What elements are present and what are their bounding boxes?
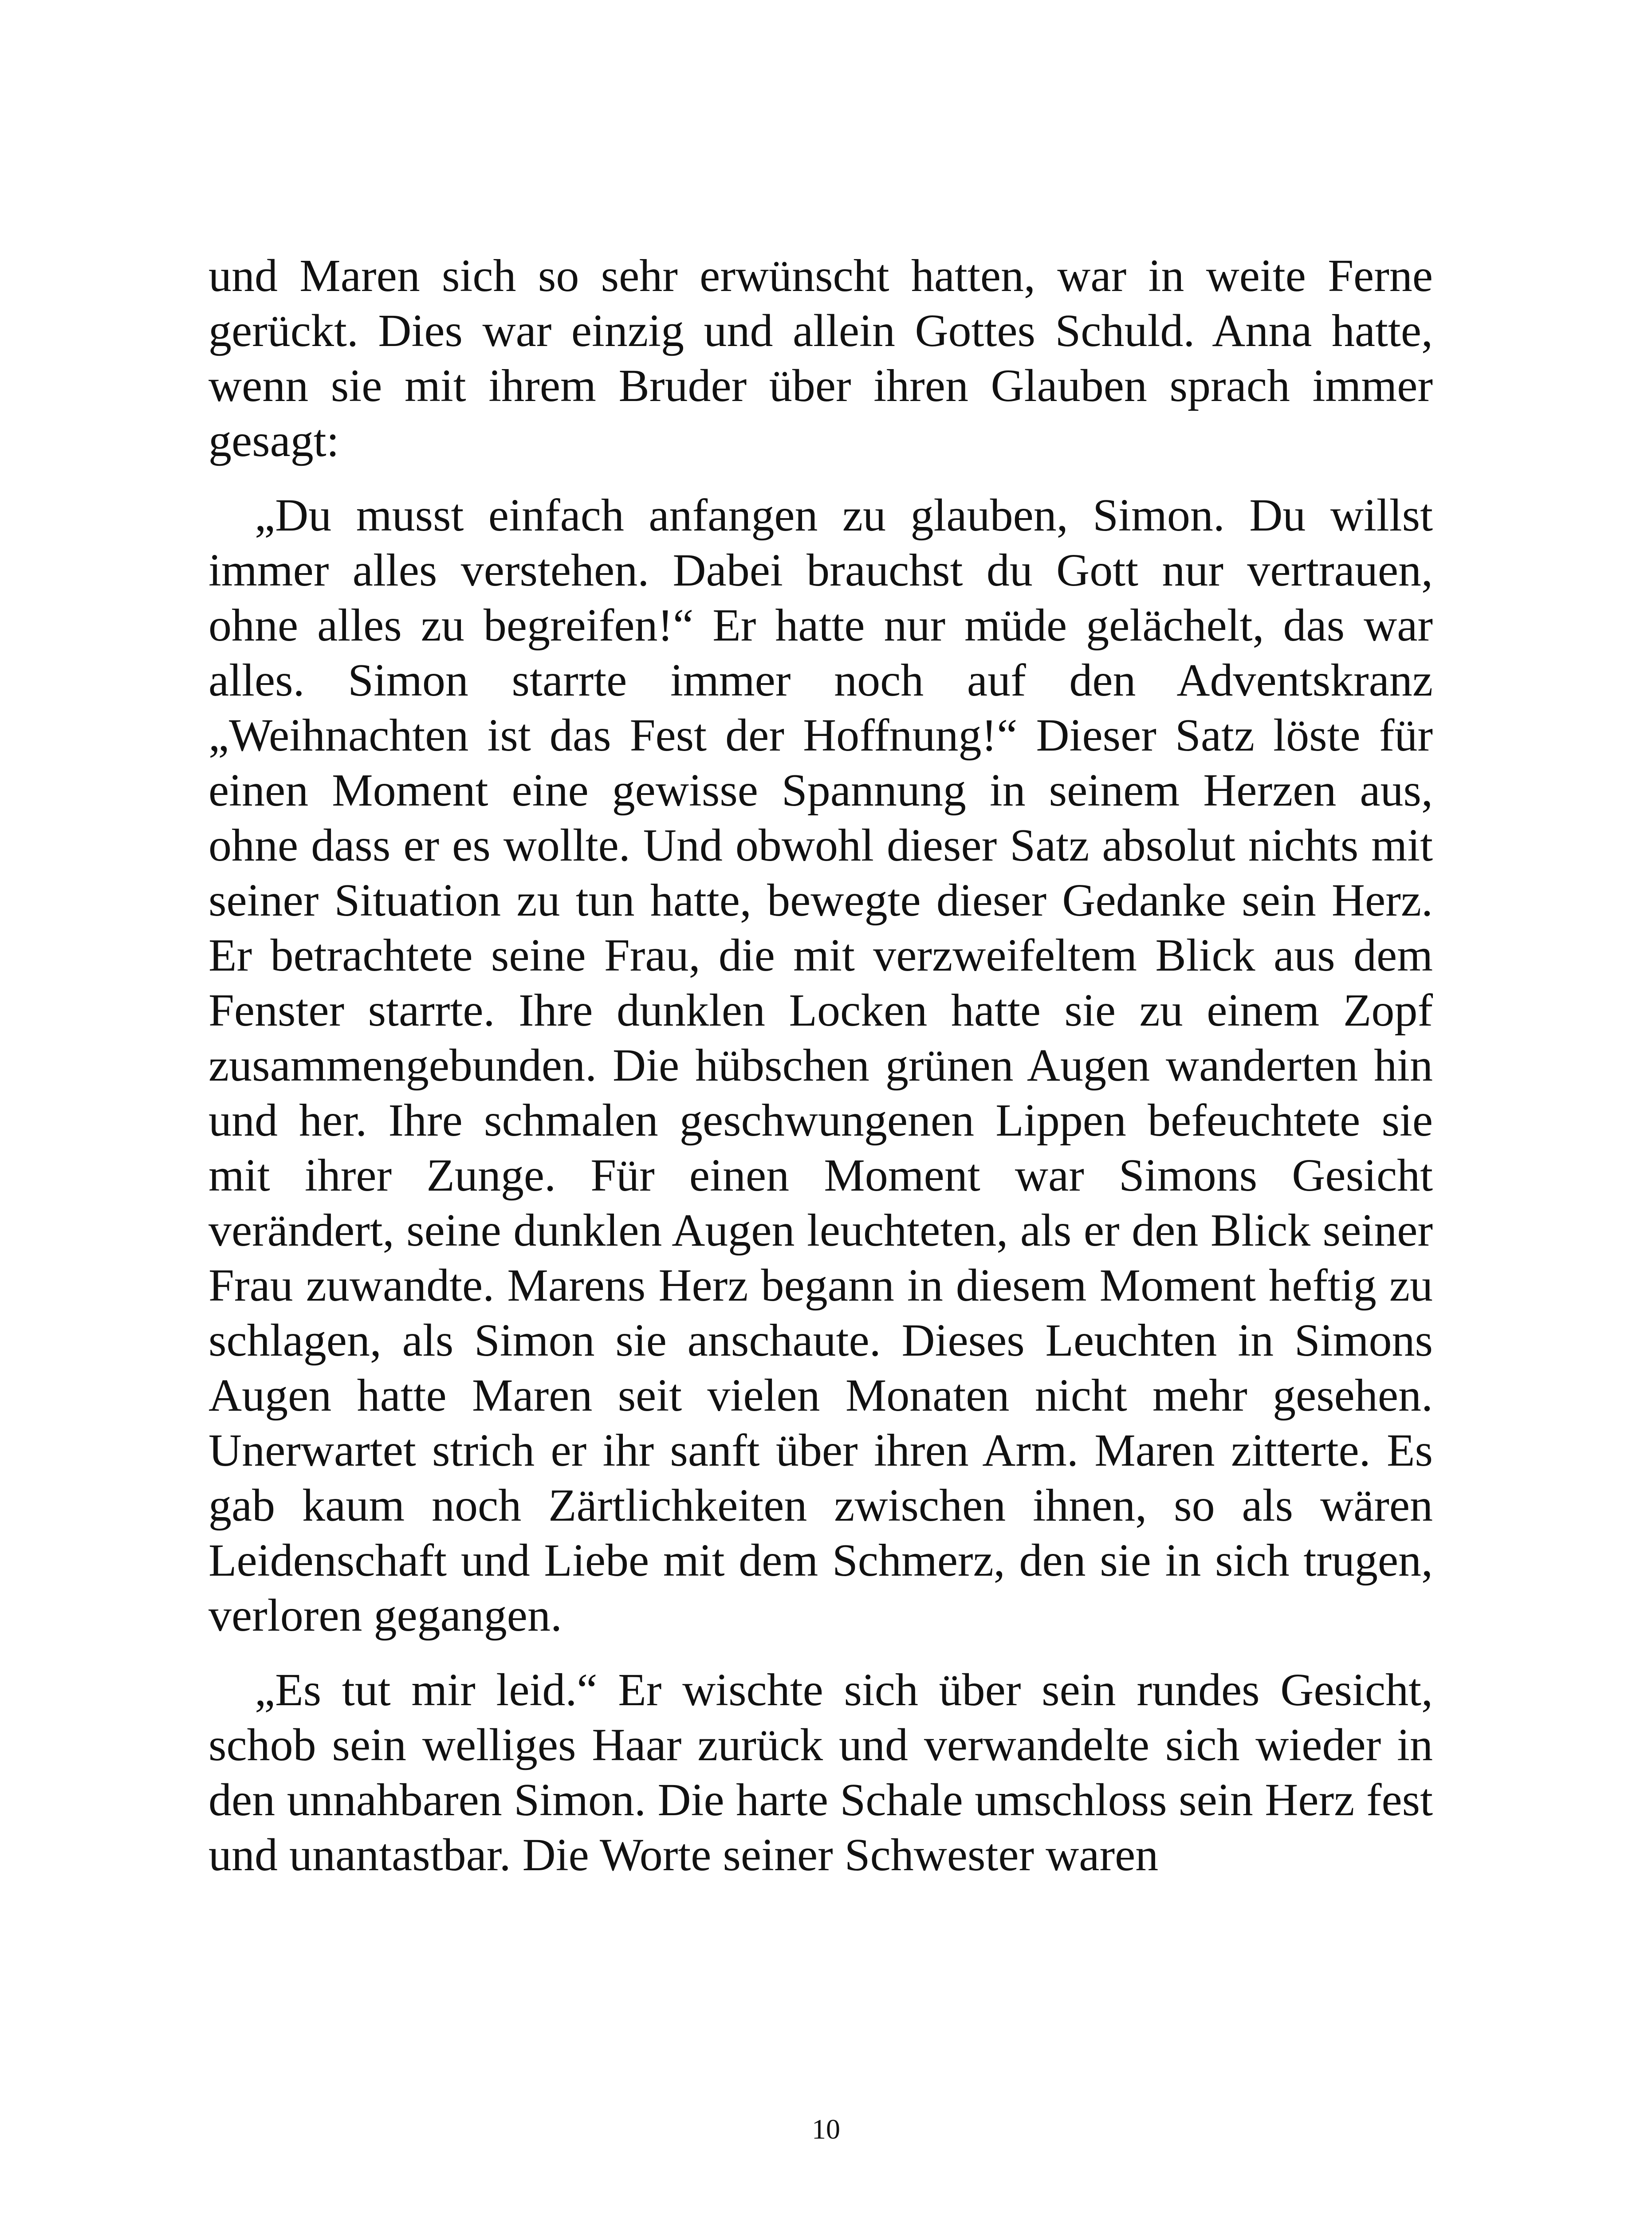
paragraph-3: „Es tut mir leid.“ Er wischte sich über sein rundes Gesicht, schob sein welliges Haar zurück und verwandelte sich wieder in den unnahbaren Simon. Die harte Schale umschloss sein Herz fest und unantastbar. Die Worte seiner Schwester waren [208,1664,1433,1880]
page-number: 10 [812,2113,840,2145]
paragraph-1: und Maren sich so sehr erwünscht hatten, war in weite Ferne gerückt. Dies war einzig und allein Gottes Schuld. Anna hatte, wenn sie mit ihrem Bruder über ihren Glauben sprach immer gesagt: [208,250,1433,466]
body-text [208,248,1433,1902]
paragraph-2: „Du musst einfach anfangen zu glauben, Simon. Du willst immer alles verstehen. Dabei brauchst du Gott nur vertrauen, ohne alles zu begreifen!“ Er hatte nur müde gelächelt, das war alles. Simon starrte immer noch auf den Adventskranz „Weihnachten ist das Fest der Hoffnung!“ Dieser Satz löste für einen Moment eine gewisse Spannung in seinem Herzen aus, ohne dass er es wollte. Und obwohl dieser Satz absolut nichts mit seiner Situation zu tun hatte, bewegte dieser Gedanke sein Herz. Er betrachtete seine Frau, die mit verzweifeltem Blick aus dem Fenster starrte. Ihre dunklen Locken hatte sie zu einem Zopf zusammengebunden. Die hübschen grünen Augen wanderten hin und her. Ihre schmalen geschwungenen Lippen befeuchtete sie mit ihrer Zunge. Für einen Moment war Simons Gesicht verändert, seine dunklen Augen leuchteten, als er den Blick seiner Frau zuwandte. Marens Herz begann in diesem Moment heftig zu schlagen, als Simon sie anschaute. Dieses Leuchten in Simons Augen hatte Maren seit vielen Monaten nicht mehr gesehen. Unerwartet strich er ihr sanft über ihren Arm. Maren zitterte. Es gab kaum noch Zärtlichkeiten zwischen ihnen, so als wären Leidenschaft und Liebe mit dem Schmerz, den sie in sich trugen, verloren gegangen. [208,490,1433,1641]
